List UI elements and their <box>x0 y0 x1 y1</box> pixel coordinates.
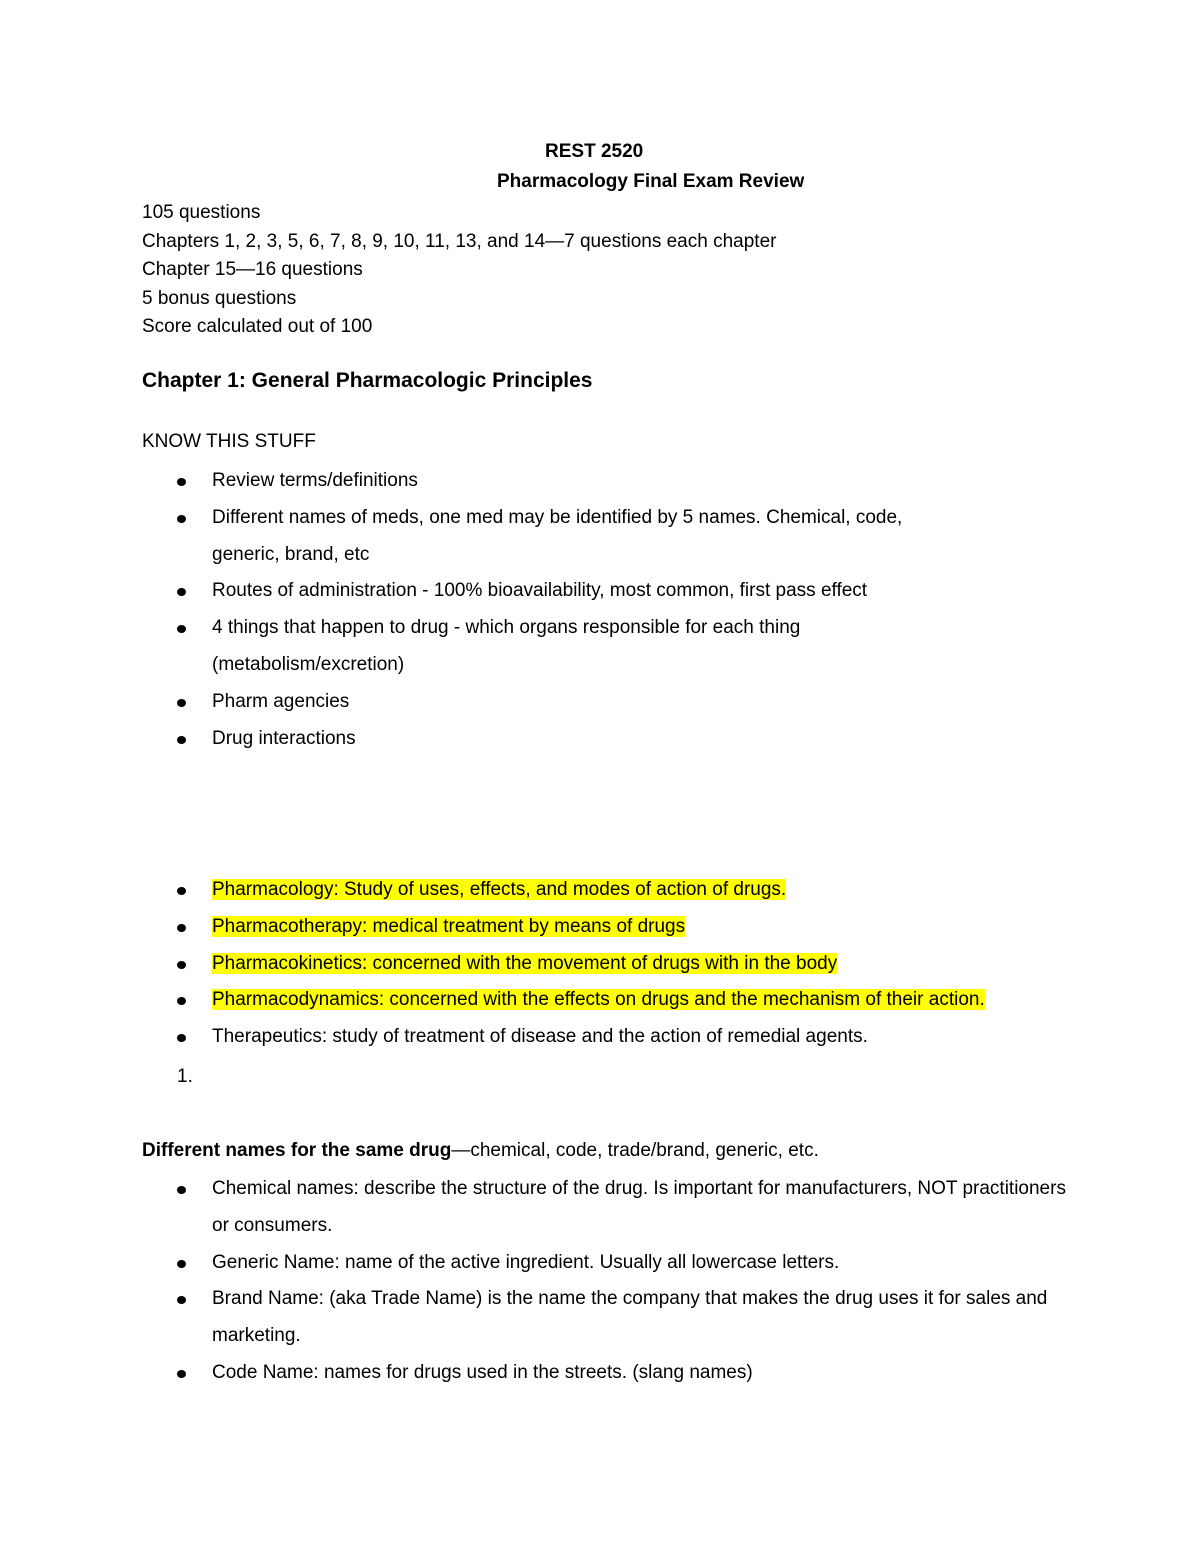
list-item: Chemical names: describe the structure of the drug. Is important for manufacturers, NOT practitioners <box>0 1171 1066 1208</box>
list-item: Drug interactions <box>0 721 902 758</box>
bullet-icon <box>177 736 186 744</box>
list-item: Pharm agencies <box>0 684 902 721</box>
definition-item: Therapeutics: study of treatment of disease and the action of remedial agents. <box>0 1019 985 1056</box>
info-line: Chapters 1, 2, 3, 5, 6, 7, 8, 9, 10, 11, 13, and 14—7 questions each chapter <box>142 230 777 252</box>
bullet-icon <box>177 961 186 969</box>
names-list <box>0 1171 1066 1392</box>
chapter-heading: Chapter 1: General Pharmacologic Principles <box>142 369 593 392</box>
bullet-icon <box>177 1034 186 1042</box>
info-line: 105 questions <box>142 202 261 223</box>
bullet-icon <box>177 588 186 596</box>
exam-info <box>142 199 776 342</box>
list-item: Review terms/definitions <box>0 463 902 500</box>
highlighted-text: Pharmacology: Study of uses, effects, and modes of action of drugs. <box>212 879 787 900</box>
bullet-icon <box>177 1186 186 1194</box>
names-heading <box>142 1140 819 1162</box>
bullet-icon <box>177 1370 186 1378</box>
list-item: Brand Name: (aka Trade Name) is the name the company that makes the drug uses it for sales and <box>0 1281 1066 1318</box>
highlighted-text: Pharmacokinetics: concerned with the movement of drugs with in the body <box>212 952 838 974</box>
bullet-icon <box>177 699 186 707</box>
list-item-continuation: marketing. <box>212 1325 301 1347</box>
highlighted-text: Pharmacotherapy: medical treatment by means of drugs <box>212 915 686 937</box>
bullet-icon <box>177 1260 186 1268</box>
list-item: Different names of meds, one med may be identified by 5 names. Chemical, code, <box>0 500 902 537</box>
list-item: Routes of administration - 100% bioavailability, most common, first pass effect <box>0 573 902 610</box>
definitions-list <box>0 872 985 1056</box>
names-heading-bold: Different names for the same drug <box>142 1140 452 1161</box>
info-line: Chapter 15—16 questions <box>142 259 363 281</box>
bullet-icon <box>177 515 186 523</box>
numbered-item: 1. <box>177 1066 193 1087</box>
list-item: 4 things that happen to drug - which organs responsible for each thing <box>0 610 902 647</box>
list-item-continuation: (metabolism/excretion) <box>212 653 405 675</box>
know-heading: KNOW THIS STUFF <box>142 431 316 452</box>
highlighted-text: Pharmacodynamics: concerned with the effects on drugs and the mechanism of their action. <box>212 989 985 1011</box>
definition-item <box>0 909 985 946</box>
course-code: REST 2520 <box>545 141 644 162</box>
list-item: Code Name: names for drugs used in the streets. (slang names) <box>0 1355 1066 1392</box>
bullet-icon <box>177 887 186 895</box>
info-line: Score calculated out of 100 <box>142 316 373 338</box>
list-item-continuation: or consumers. <box>212 1214 333 1236</box>
bullet-icon <box>177 997 186 1005</box>
bullet-icon <box>177 478 186 486</box>
bullet-icon <box>177 924 186 932</box>
definition-item <box>0 872 985 909</box>
definition-item <box>0 946 985 983</box>
definition-item <box>0 982 985 1019</box>
list-item-continuation: generic, brand, etc <box>212 543 370 565</box>
know-list <box>0 463 902 757</box>
bullet-icon <box>177 625 186 633</box>
document-subtitle: Pharmacology Final Exam Review <box>497 171 805 192</box>
names-heading-rest: —chemical, code, trade/brand, generic, etc. <box>451 1140 819 1161</box>
bullet-icon <box>177 1296 186 1304</box>
info-line: 5 bonus questions <box>142 287 297 309</box>
list-item: Generic Name: name of the active ingredient. Usually all lowercase letters. <box>0 1245 1066 1282</box>
